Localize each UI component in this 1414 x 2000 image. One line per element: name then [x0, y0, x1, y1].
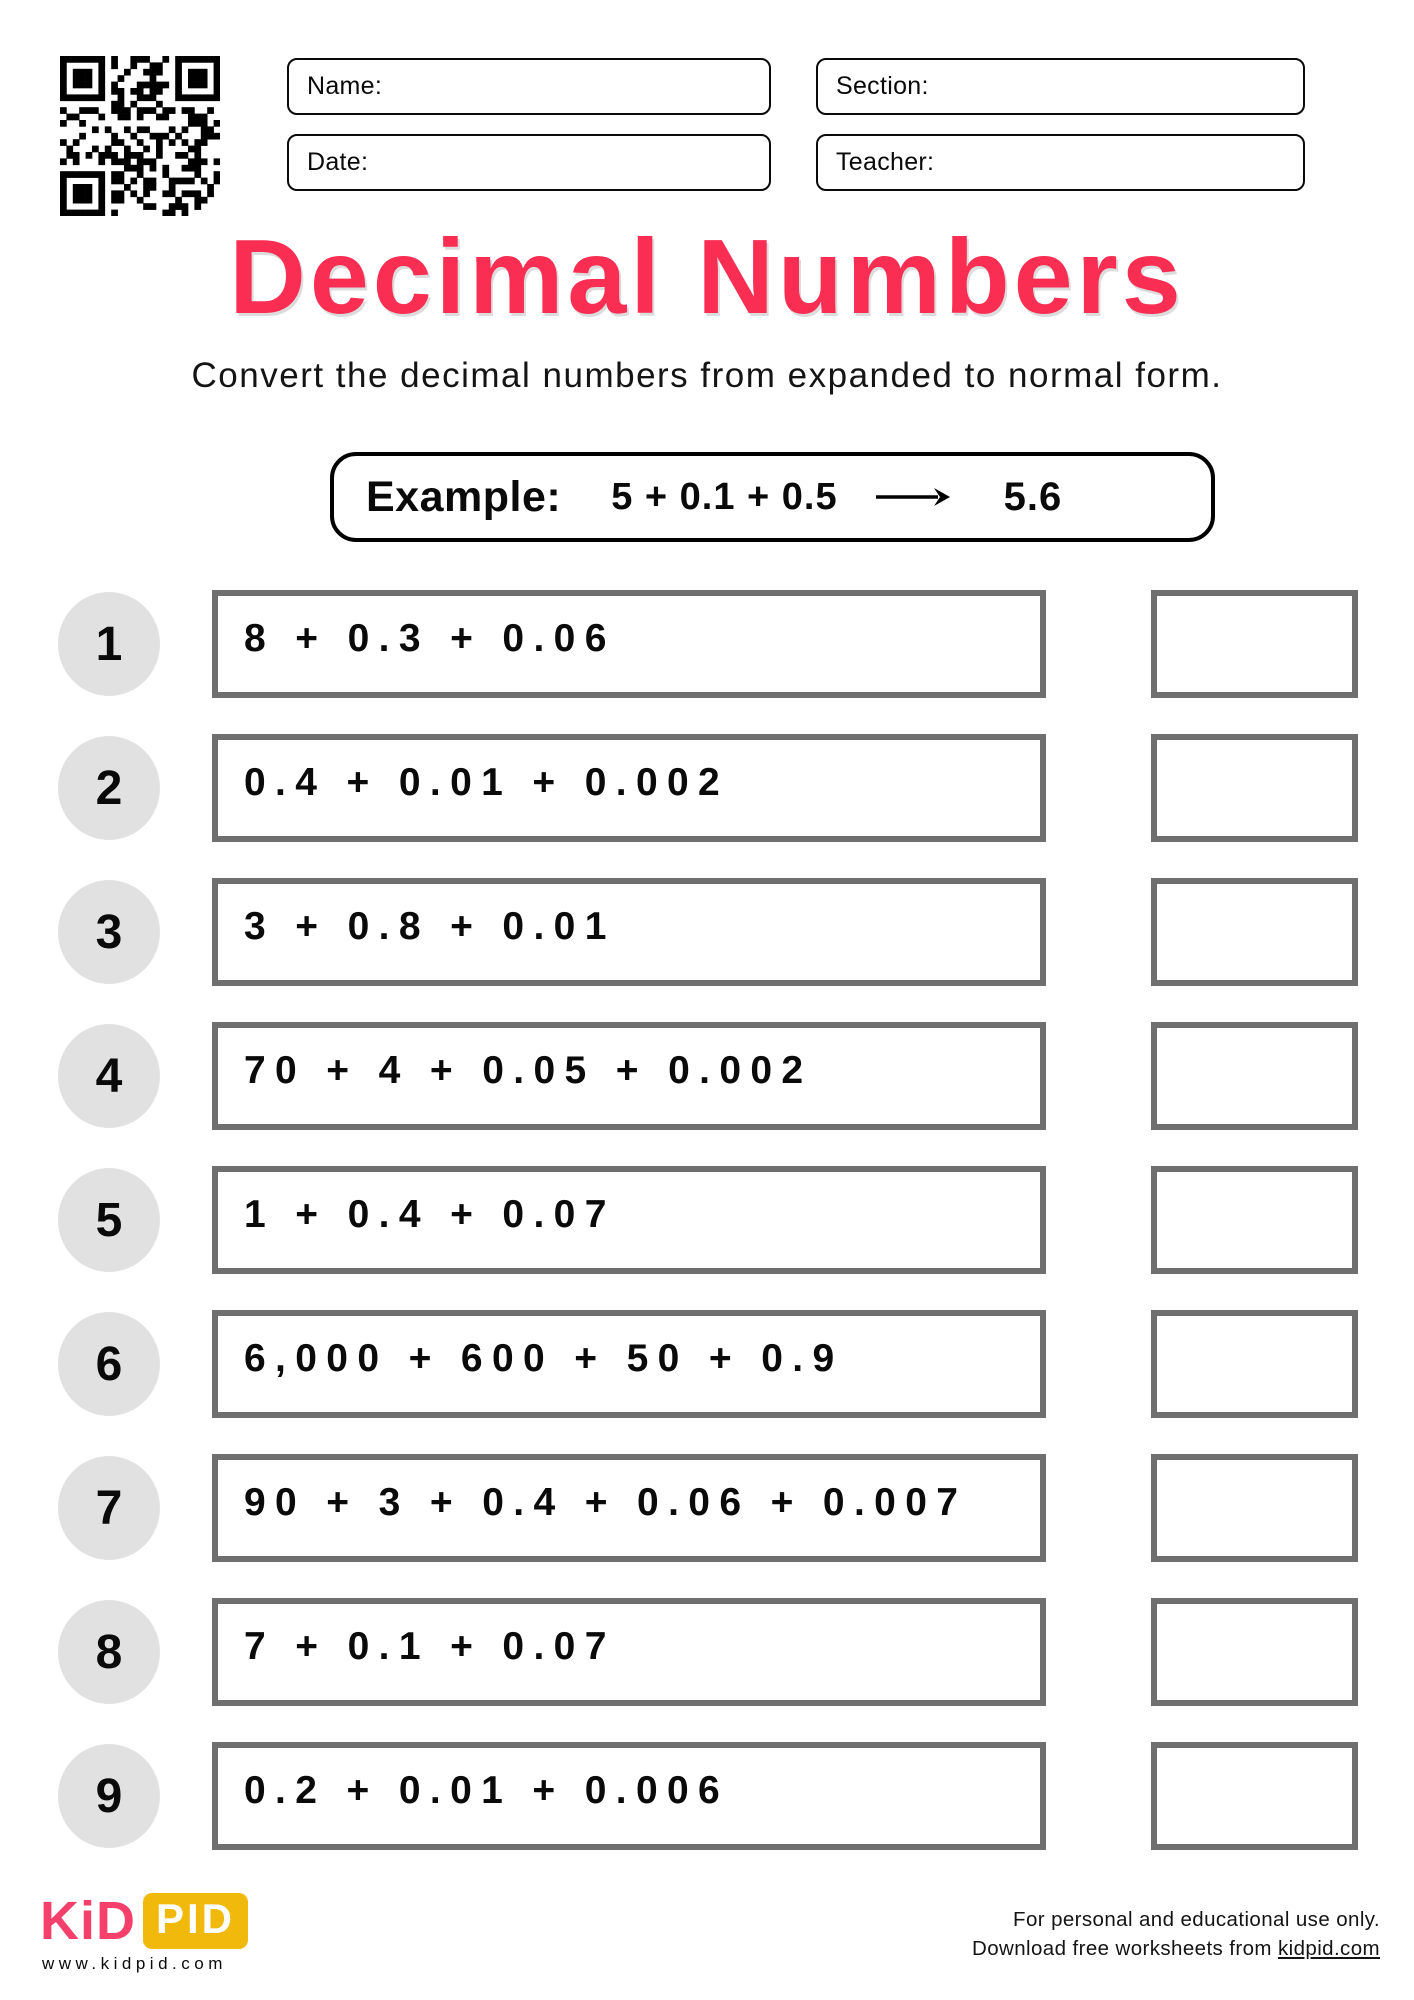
problem-number-badge: [58, 1312, 160, 1416]
expression-text: 8 + 0.3 + 0.06: [244, 617, 616, 660]
expression-box: [212, 1022, 1046, 1130]
problem-number-badge: [58, 1168, 160, 1272]
usage-line1: For personal and educational use only.: [1013, 1908, 1380, 1931]
problem-row: [0, 1310, 1414, 1418]
expression-box: [212, 1310, 1046, 1418]
expression-text: 90 + 3 + 0.4 + 0.06 + 0.007: [244, 1481, 968, 1524]
problem-row: [0, 1598, 1414, 1706]
qr-code-icon: [60, 56, 220, 216]
instruction-text: Convert the decimal numbers from expanded to normal form.: [191, 356, 1223, 395]
kidpid-logo-kid-text: KiD: [40, 1891, 136, 1951]
website-url: www.kidpid.com: [42, 1954, 227, 1973]
expression-box: [212, 1454, 1046, 1562]
problem-number: 9: [95, 1769, 123, 1823]
problem-number: 1: [95, 617, 123, 671]
problem-number: 4: [95, 1049, 123, 1103]
problem-number: 7: [95, 1481, 123, 1535]
problem-row: [0, 1166, 1414, 1274]
problem-number: 6: [95, 1337, 123, 1391]
answer-box[interactable]: [1151, 1310, 1358, 1418]
answer-box[interactable]: [1151, 1742, 1358, 1850]
expression-box: [212, 878, 1046, 986]
kidpid-logo: [40, 1890, 248, 1952]
problem-row: [0, 590, 1414, 698]
problem-number-badge: [58, 592, 160, 696]
section-field-label: Section:: [836, 72, 929, 100]
problem-number: 5: [95, 1193, 123, 1247]
problem-number-badge: [58, 880, 160, 984]
expression-text: 3 + 0.8 + 0.01: [244, 905, 616, 948]
answer-box[interactable]: [1151, 1022, 1358, 1130]
kidpid-link[interactable]: kidpid.com: [1278, 1936, 1380, 1960]
expression-box: [212, 1598, 1046, 1706]
problem-number: 2: [95, 761, 123, 815]
example-expression: 5 + 0.1 + 0.5: [611, 475, 838, 518]
expression-text: 1 + 0.4 + 0.07: [244, 1193, 616, 1236]
problem-number-badge: [58, 1600, 160, 1704]
problem-number: 3: [95, 905, 123, 959]
section-field[interactable]: [816, 58, 1305, 115]
example-label: Example:: [366, 472, 562, 521]
date-field[interactable]: [287, 134, 771, 191]
example-box: [330, 452, 1215, 542]
expression-text: 0.4 + 0.01 + 0.002: [244, 761, 730, 804]
page-title: Decimal Numbers: [229, 218, 1185, 336]
problem-row: [0, 1454, 1414, 1562]
answer-box[interactable]: [1151, 878, 1358, 986]
expression-text: 7 + 0.1 + 0.07: [244, 1625, 616, 1668]
problem-number-badge: [58, 1456, 160, 1560]
expression-text: 6,000 + 600 + 50 + 0.9: [244, 1337, 844, 1380]
name-field[interactable]: [287, 58, 771, 115]
teacher-field[interactable]: [816, 134, 1305, 191]
problem-row: [0, 734, 1414, 842]
expression-box: [212, 734, 1046, 842]
name-field-label: Name:: [307, 72, 383, 100]
expression-box: [212, 590, 1046, 698]
problem-number-badge: [58, 1744, 160, 1848]
answer-box[interactable]: [1151, 734, 1358, 842]
problem-row: [0, 1022, 1414, 1130]
problem-number-badge: [58, 1024, 160, 1128]
answer-box[interactable]: [1151, 1454, 1358, 1562]
kidpid-logo-pid-badge: PID: [143, 1893, 248, 1949]
expression-box: [212, 1742, 1046, 1850]
arrow-right-icon: [874, 486, 952, 508]
expression-text: 0.2 + 0.01 + 0.006: [244, 1769, 730, 1812]
problem-number: 8: [95, 1625, 123, 1679]
answer-box[interactable]: [1151, 590, 1358, 698]
expression-box: [212, 1166, 1046, 1274]
problem-row: [0, 1742, 1414, 1850]
usage-note: [972, 1906, 1380, 1963]
problem-number-badge: [58, 736, 160, 840]
problem-row: [0, 878, 1414, 986]
usage-line2: Download free worksheets from kidpid.com: [972, 1936, 1380, 1960]
expression-text: 70 + 4 + 0.05 + 0.002: [244, 1049, 813, 1092]
teacher-field-label: Teacher:: [836, 148, 935, 176]
date-field-label: Date:: [307, 148, 369, 176]
answer-box[interactable]: [1151, 1598, 1358, 1706]
example-result: 5.6: [1003, 474, 1063, 519]
answer-box[interactable]: [1151, 1166, 1358, 1274]
